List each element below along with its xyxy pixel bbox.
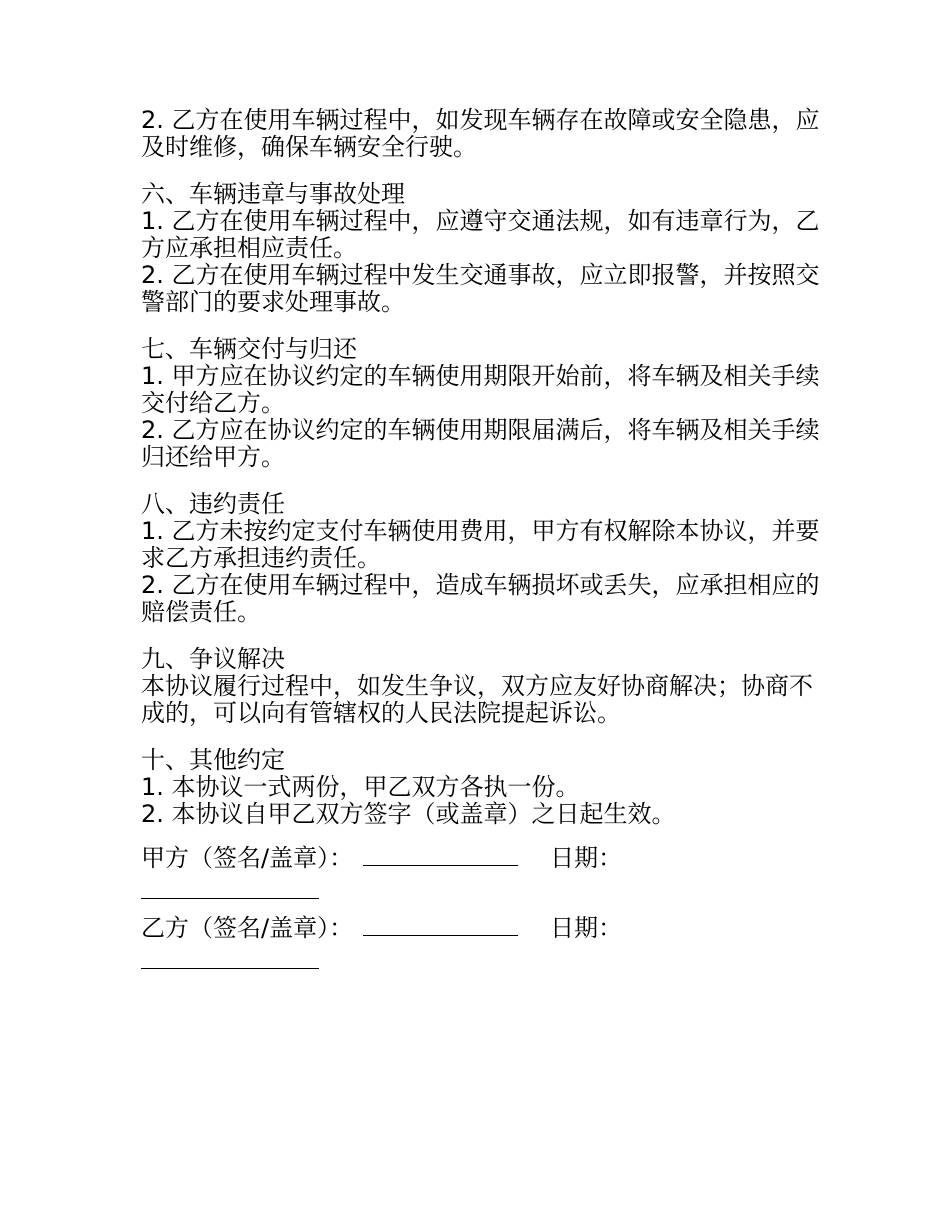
section-violations-accidents: [141, 181, 821, 316]
paragraph: 2. 乙方在使用车辆过程中，如发现车辆存在故障或安全隐患，应及时维修，确保车辆安全行驶。: [141, 106, 820, 161]
signature-line: [141, 842, 821, 875]
section-heading: 十、其他约定: [141, 746, 285, 774]
party-b-date-blank[interactable]: [141, 956, 319, 969]
section-heading: 九、争议解决: [141, 645, 285, 673]
date-line: [141, 875, 821, 908]
section-heading: 六、车辆违章与事故处理: [141, 180, 405, 208]
signature-block-party-b: [141, 912, 821, 978]
party-a-date-blank[interactable]: [141, 886, 319, 899]
party-a-date-label: 日期：: [550, 844, 623, 872]
paragraph: 1. 甲方应在协议约定的车辆使用期限开始前，将车辆及相关手续交付给乙方。: [141, 362, 820, 417]
paragraph: 本协议履行过程中，如发生争议，双方应友好协商解决；协商不成的，可以向有管辖权的人民法院提起诉讼。: [141, 672, 813, 727]
section-maintenance-continued: [141, 107, 821, 161]
party-a-signature-label: 甲方（签名/盖章）：: [141, 844, 354, 872]
party-a-signature-blank[interactable]: [363, 845, 518, 866]
paragraph: 2. 乙方在使用车辆过程中，造成车辆损坏或丢失，应承担相应的赔偿责任。: [141, 571, 820, 626]
paragraph: 2. 乙方在使用车辆过程中发生交通事故，应立即报警，并按照交警部门的要求处理事故。: [141, 261, 820, 316]
paragraph: 2. 本协议自甲乙双方签字（或盖章）之日起生效。: [141, 800, 676, 828]
party-b-date-label: 日期：: [550, 914, 623, 942]
section-heading: 七、车辆交付与归还: [141, 335, 357, 363]
signature-block-party-a: [141, 842, 821, 908]
signature-line: [141, 912, 821, 945]
paragraph: 1. 本协议一式两份，甲乙双方各执一份。: [141, 773, 580, 801]
party-b-signature-blank[interactable]: [363, 915, 518, 936]
party-b-signature-label: 乙方（签名/盖章）：: [141, 914, 354, 942]
section-dispute-resolution: [141, 646, 821, 727]
document-page: [141, 107, 821, 978]
section-breach-liability: [141, 491, 821, 626]
paragraph: 2. 乙方应在协议约定的车辆使用期限届满后，将车辆及相关手续归还给甲方。: [141, 416, 820, 471]
section-heading: 八、违约责任: [141, 490, 285, 518]
section-other-terms: [141, 747, 821, 828]
section-delivery-return: [141, 336, 821, 471]
paragraph: 1. 乙方在使用车辆过程中，应遵守交通法规，如有违章行为，乙方应承担相应责任。: [141, 207, 820, 262]
date-line: [141, 945, 821, 978]
paragraph: 1. 乙方未按约定支付车辆使用费用，甲方有权解除本协议，并要求乙方承担违约责任。: [141, 517, 820, 572]
